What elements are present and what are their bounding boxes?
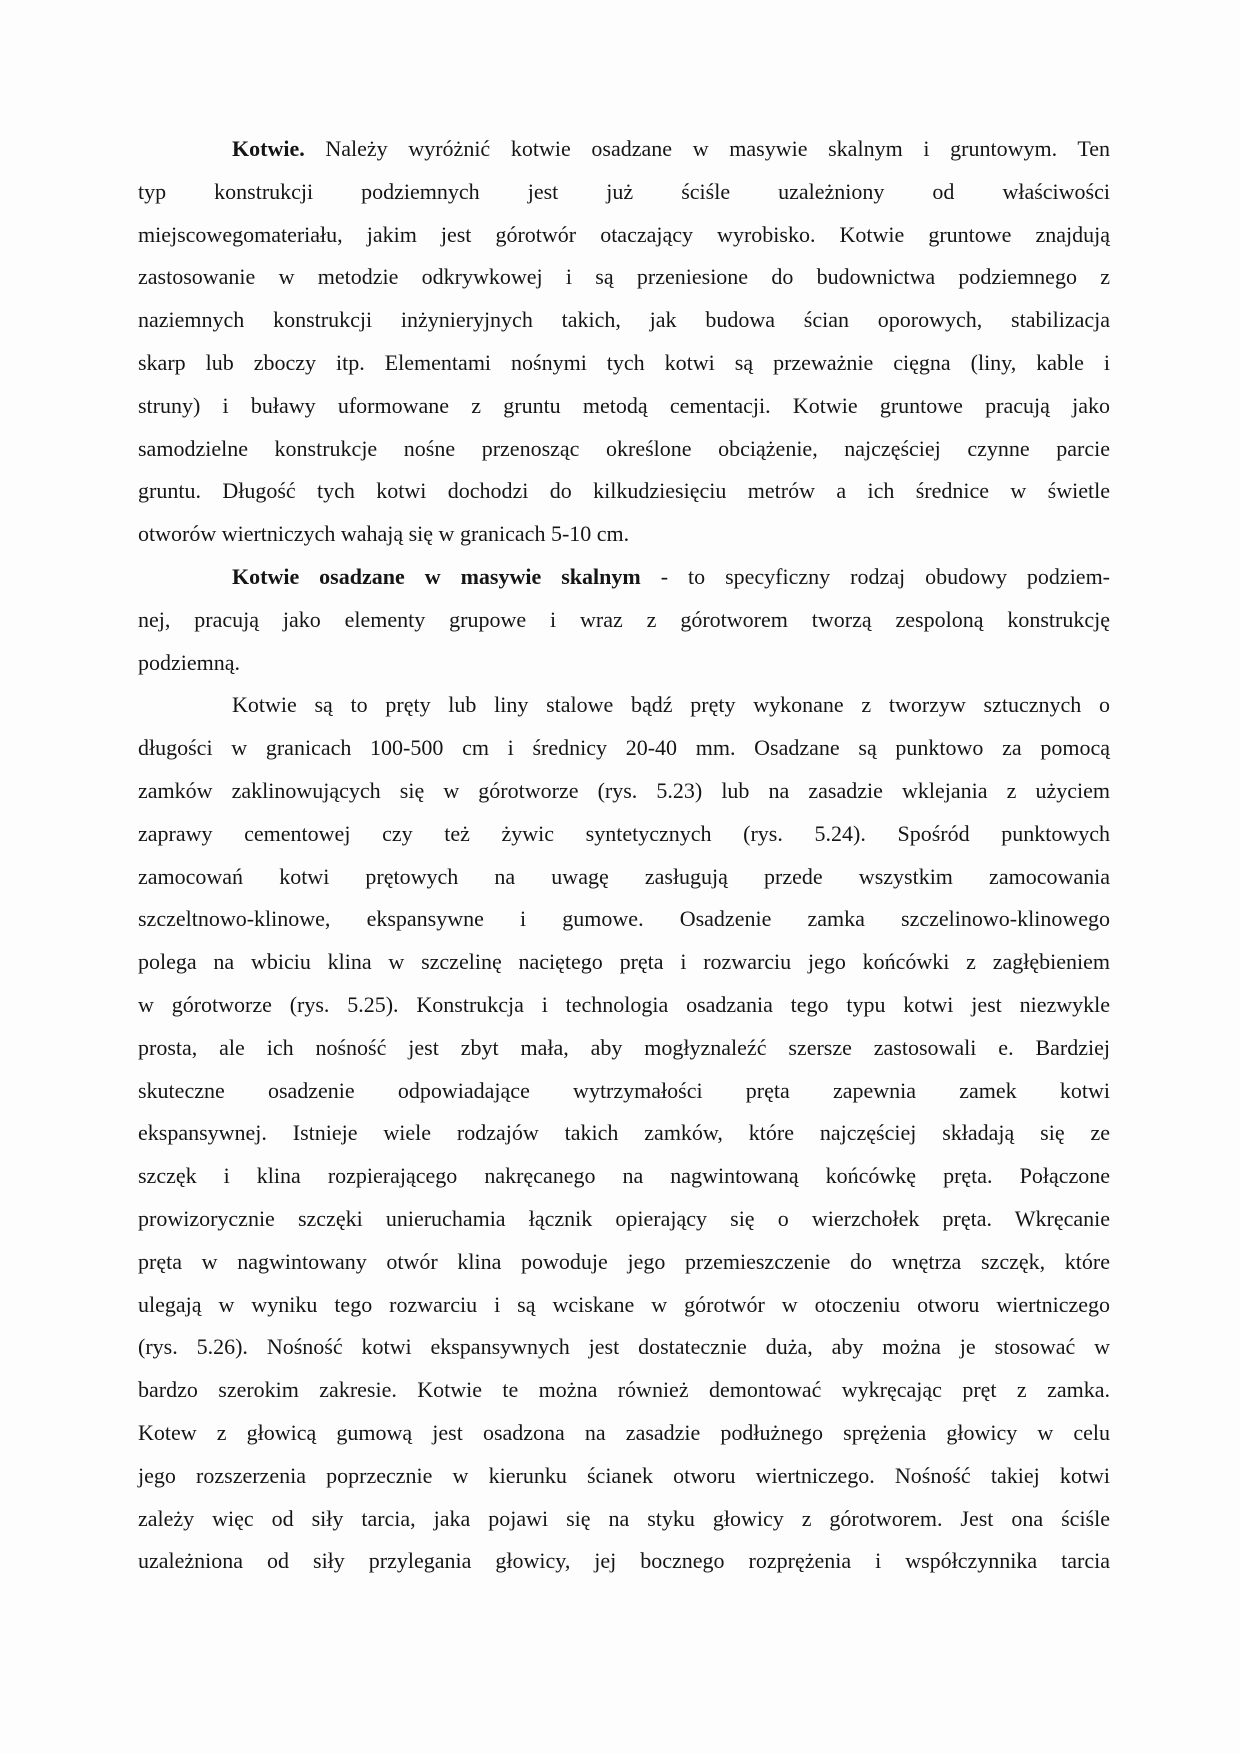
text-line: samodzielne konstrukcje nośne przenosząc określone obciążenie, najczęściej czynne parcie <box>138 435 1110 461</box>
text-line: zależy więc od siły tarcia, jaka pojawi się na styku głowicy z górotworem. Jest ona ściśle <box>138 1505 1110 1531</box>
text-line: zastosowanie w metodzie odkrywkowej i są przeniesione do budownictwa podziemnego z <box>138 264 1110 290</box>
paragraph-lead-rest: Należy wyróżnić kotwie osadzane w masywie skalnym i gruntowym. Ten <box>325 136 1111 161</box>
text-line: struny) i buławy uformowane z gruntu metodą cementacji. Kotwie gruntowe pracują jako <box>138 392 1110 418</box>
text-line: szczeltnowo-klinowe, ekspansywne i gumowe. Osadzenie zamka szczelinowo-klinowego <box>138 906 1110 932</box>
text-line: pręta w nagwintowany otwór klina powoduje jego przemieszczenie do wnętrza szczęk, które <box>138 1248 1110 1274</box>
text-line: Kotew z głowicą gumową jest osadzona na zasadzie podłużnego sprężenia głowicy w celu <box>138 1419 1110 1445</box>
text-line: ekspansywnej. Istnieje wiele rodzajów takich zamków, które najczęściej składają się ze <box>138 1120 1110 1146</box>
text-line: ulegają w wyniku tego rozwarciu i są wciskane w górotwór w otoczeniu otworu wiertniczego <box>138 1291 1110 1317</box>
text-line: długości w granicach 100-500 cm i średnicy 20-40 mm. Osadzane są punktowo za pomocą <box>138 735 1110 761</box>
text-line: skarp lub zboczy itp. Elementami nośnymi tych kotwi są przeważnie cięgna (liny, kable i <box>138 349 1110 375</box>
text-line: jego rozszerzenia poprzecznie w kierunku ścianek otworu wiertniczego. Nośność takiej kotwi <box>138 1462 1110 1488</box>
text-line: zaprawy cementowej czy też żywic syntetycznych (rys. 5.24). Spośród punktowych <box>138 820 1110 846</box>
text-line: Kotwie są to pręty lub liny stalowe bądź pręty wykonane z tworzyw sztucznych o <box>232 692 1110 718</box>
text-line: szczęk i klina rozpierającego nakręcanego na nagwintowaną końcówkę pręta. Połączone <box>138 1163 1110 1189</box>
text-line: uzależniona od siły przylegania głowicy, jej bocznego rozprężenia i współczynnika tarcia <box>138 1548 1110 1574</box>
text-line: bardzo szerokim zakresie. Kotwie te można również demontować wykręcając pręt z zamka. <box>138 1377 1110 1403</box>
text-line: miejscowegomateriału, jakim jest górotwór otaczający wyrobisko. Kotwie gruntowe znajdują <box>138 221 1110 247</box>
text-line: skuteczne osadzenie odpowiadające wytrzymałości pręta zapewnia zamek kotwi <box>138 1077 1110 1103</box>
text-line: podziemną. <box>138 649 241 675</box>
text-line: prowizorycznie szczęki unieruchamia łącznik opierający się o wierzchołek pręta. Wkręcanie <box>138 1205 1110 1231</box>
text-line: prosta, ale ich nośność jest zbyt mała, aby mogłyznaleźć szersze zastosowali e. Bardziej <box>138 1034 1110 1060</box>
text-line: gruntu. Długość tych kotwi dochodzi do kilkudziesięciu metrów a ich średnice w świetle <box>138 478 1110 504</box>
text-line: zamków zaklinowujących się w górotworze (rys. 5.23) lub na zasadzie wklejania z użyciem <box>138 777 1110 803</box>
text-block <box>138 128 1110 1583</box>
text-line: polega na wbiciu klina w szczelinę naciętego pręta i rozwarciu jego końcówki z zagłębieniem <box>138 949 1110 975</box>
text-line <box>138 556 1110 599</box>
text-line: w górotworze (rys. 5.25). Konstrukcja i technologia osadzania tego typu kotwi jest niezwykle <box>138 991 1110 1017</box>
paragraph-lead-bold: Kotwie. <box>232 136 305 161</box>
paragraph-lead-bold: Kotwie osadzane w masywie skalnym <box>232 563 641 589</box>
text-line: otworów wiertniczych wahają się w granicach 5-10 cm. <box>138 521 630 547</box>
paragraph-lead-rest: - to specyficzny rodzaj obudowy podziem- <box>660 563 1111 589</box>
text-line: naziemnych konstrukcji inżynieryjnych takich, jak budowa ścian oporowych, stabilizacja <box>138 307 1110 333</box>
text-line: nej, pracują jako elementy grupowe i wraz z górotworem tworzą zespoloną konstrukcję <box>138 606 1110 632</box>
text-line: typ konstrukcji podziemnych jest już ściśle uzależniony od właściwości <box>138 178 1110 204</box>
text-line: (rys. 5.26). Nośność kotwi ekspansywnych jest dostatecznie duża, aby można je stosować w <box>138 1334 1110 1360</box>
text-line <box>138 128 1110 171</box>
text-line: zamocowań kotwi prętowych na uwagę zasługują przede wszystkim zamocowania <box>138 863 1110 889</box>
